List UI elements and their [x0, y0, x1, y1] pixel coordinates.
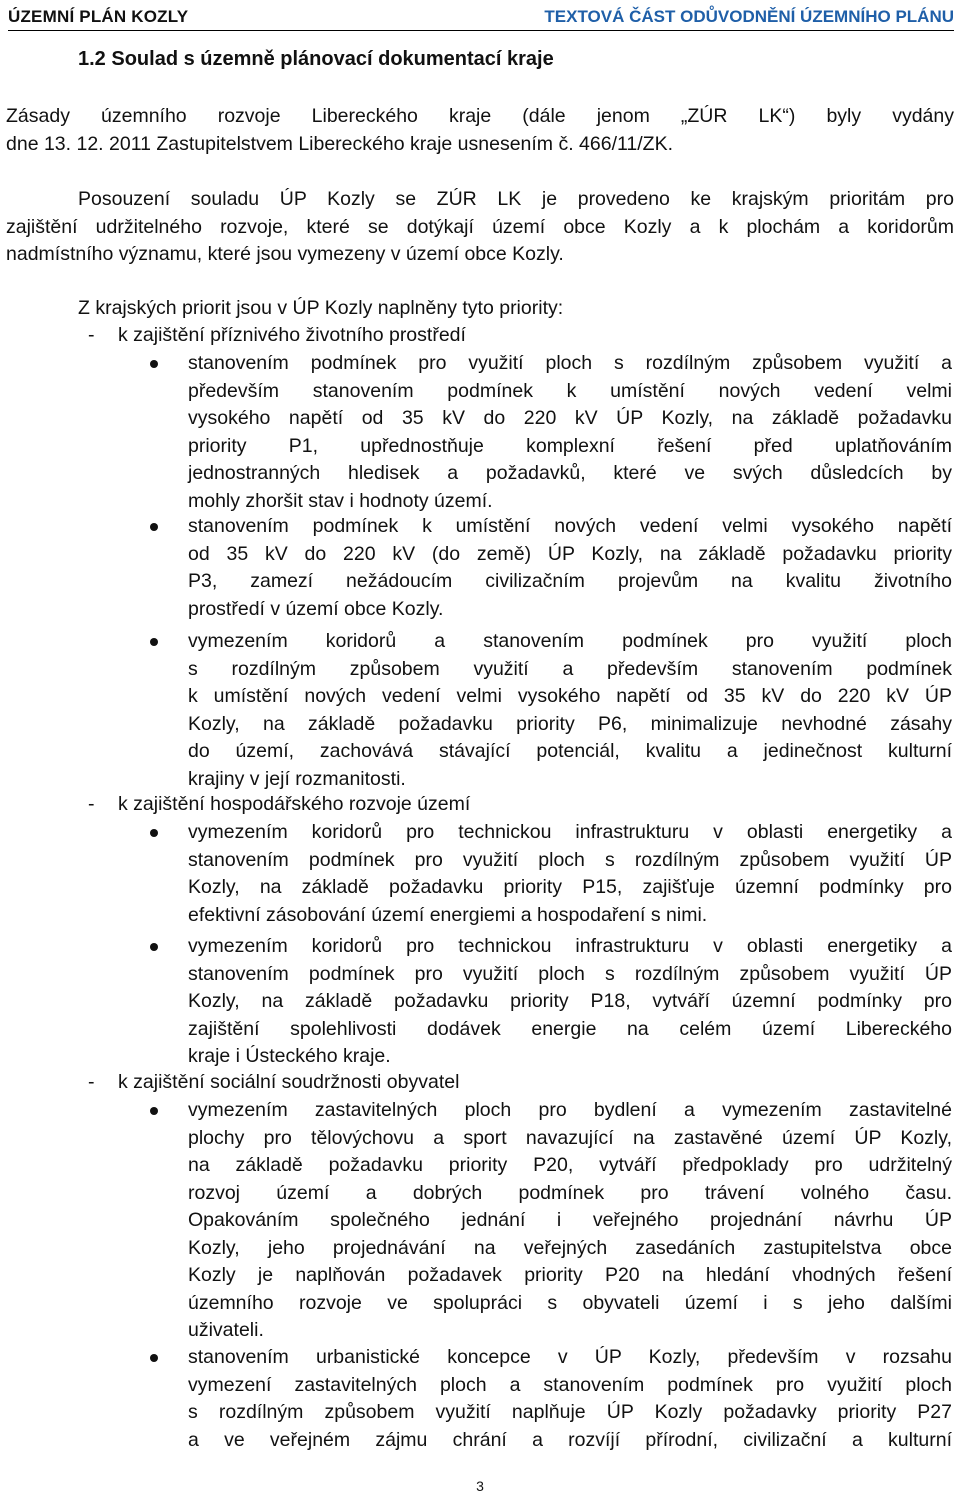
bullet-icon	[150, 943, 158, 951]
text-line: Kozly, na základě požadavku priority P6, minimalizuje nevhodné zásahy	[188, 712, 952, 735]
text-line: na základě požadavku priority P20, vytváří předpoklady pro udržitelný	[188, 1154, 952, 1176]
text-line: vymezením koridorů pro technickou infrastrukturu v oblasti energetiky a	[188, 821, 952, 843]
text-line: vymezením zastavitelných ploch pro bydlení a vymezením zastavitelné	[188, 1099, 952, 1121]
text-line: plochy pro tělovýchovu a sport navazující na zastavěné území ÚP Kozly,	[188, 1126, 952, 1149]
text-line: dne 13. 12. 2011 Zastupitelstvem Libereckého kraje usnesením č. 466/11/ZK.	[6, 132, 673, 155]
dash-marker: -	[88, 793, 95, 815]
text-line: stanovením podmínek pro využití ploch s rozdílným způsobem využití ÚP	[188, 962, 952, 985]
dash-marker: -	[88, 324, 95, 346]
text-line: stanovením podmínek k umístění nových vedení velmi vysokého napětí	[188, 515, 952, 537]
text-line: stanovením podmínek pro využití ploch s rozdílným způsobem využití ÚP	[188, 848, 952, 871]
text-line: vymezení zastavitelných ploch a stanovením podmínek pro využití ploch	[188, 1373, 952, 1396]
group-heading-text: k zajištění příznivého životního prostředí	[118, 324, 466, 346]
bullet-icon	[150, 1354, 158, 1362]
text-line: zajištění spolehlivosti dodávek energie na celém území Libereckého	[188, 1017, 952, 1040]
bullet-icon	[150, 360, 158, 368]
document-section: TEXTOVÁ ČÁST ODŮVODNĚNÍ ÚZEMNÍHO PLÁNU	[544, 7, 954, 26]
text-line: Z krajských priorit jsou v ÚP Kozly naplněny tyto priority:	[78, 297, 564, 319]
text-line: priority P1, upřednostňuje komplexní řešení před uplatňováním	[188, 434, 952, 457]
text-line: s rozdílným způsobem využití naplňuje ÚP Kozly požadavky priority P27	[188, 1401, 952, 1423]
group-heading-text: k zajištění hospodářského rozvoje území	[118, 793, 471, 815]
text-line: stanovením urbanistické koncepce v ÚP Kozly, především v rozsahu	[188, 1346, 952, 1368]
dash-marker: -	[88, 1071, 95, 1093]
text-line: zajištění udržitelného rozvoje, které se dotýkají území obce Kozly a k plochám a koridorům	[6, 215, 954, 238]
bullet-icon	[150, 829, 158, 837]
text-line: vymezením koridorů a stanovením podmínek pro využití ploch	[188, 630, 952, 652]
bullet-icon	[150, 1107, 158, 1115]
document-title: ÚZEMNÍ PLÁN KOZLY	[8, 7, 189, 26]
text-line: Kozly, na základě požadavku priority P18, vytváří územní podmínky pro	[188, 990, 952, 1012]
text-line: krajiny v její rozmanitosti.	[188, 767, 406, 790]
text-line: Opakováním společného jednání i veřejného projednání návrhu ÚP	[188, 1209, 952, 1231]
text-line: s rozdílným způsobem využití a především stanovením podmínek	[188, 657, 952, 680]
text-line: Zásady územního rozvoje Libereckého kraje (dále jenom „ZÚR LK“) byly vydány	[6, 105, 954, 127]
text-line: především stanovením podmínek k umístění nových vedení velmi	[188, 379, 952, 402]
text-line: k umístění nových vedení velmi vysokého napětí od 35 kV do 220 kV ÚP	[188, 685, 952, 707]
text-line: vysokého napětí od 35 kV do 220 kV ÚP Kozly, na základě požadavku	[188, 407, 952, 429]
text-line: vymezením koridorů pro technickou infrastrukturu v oblasti energetiky a	[188, 935, 952, 957]
text-line: územního rozvoje ve spolupráci s obyvateli území i s jeho dalšími	[188, 1291, 952, 1314]
text-line: P3, zamezí nežádoucím civilizačním projevům na kvalitu životního	[188, 570, 952, 592]
text-line: Posouzení souladu ÚP Kozly se ZÚR LK je provedeno ke krajským prioritám pro	[78, 188, 954, 210]
text-line: nadmístního významu, které jsou vymezeny v území obce Kozly.	[6, 243, 564, 265]
text-line: uživateli.	[188, 1319, 264, 1341]
text-line: Kozly, na základě požadavku priority P15, zajišťuje územní podmínky pro	[188, 876, 952, 898]
text-line: do území, zachovává stávající potenciál, kvalitu a jedinečnost kulturní	[188, 740, 952, 762]
text-line: jednostranných hledisek a požadavků, které ve svých důsledcích by	[188, 462, 952, 484]
text-line: kraje i Ústeckého kraje.	[188, 1045, 391, 1067]
paragraph-priorities-intro	[78, 295, 948, 323]
text-line: rozvoj území a dobrých podmínek pro trávení volného času.	[188, 1181, 952, 1204]
group-heading-text: k zajištění sociální soudržnosti obyvatel	[118, 1071, 460, 1093]
text-line: a ve veřejném zájmu chrání a rozvíjí přírodní, civilizační a kulturní	[188, 1428, 952, 1451]
paragraph-zur	[6, 103, 954, 158]
text-line: Kozly, jeho projednávání na veřejných zasedáních zastupitelstva obce	[188, 1236, 952, 1259]
text-line: efektivní zásobování území energiemi a hospodaření s nimi.	[188, 903, 708, 926]
text-line: Kozly je naplňován požadavek priority P20 na hledání vhodných řešení	[188, 1264, 952, 1286]
text-line: prostředí v území obce Kozly.	[188, 597, 444, 620]
bullet-icon	[150, 523, 158, 531]
text-line: mohly zhoršit stav i hodnoty území.	[188, 489, 493, 512]
bullet-icon	[150, 638, 158, 646]
page-number: 3	[476, 1478, 484, 1494]
page-header	[8, 4, 954, 31]
text-line: stanovením podmínek pro využití ploch s rozdílným způsobem využití a	[188, 352, 952, 374]
paragraph-assessment	[6, 186, 954, 269]
text-line: od 35 kV do 220 kV (do země) ÚP Kozly, na základě požadavku priority	[188, 542, 952, 565]
section-title: 1.2 Soulad s územně plánovací dokumentací kraje	[78, 48, 554, 70]
